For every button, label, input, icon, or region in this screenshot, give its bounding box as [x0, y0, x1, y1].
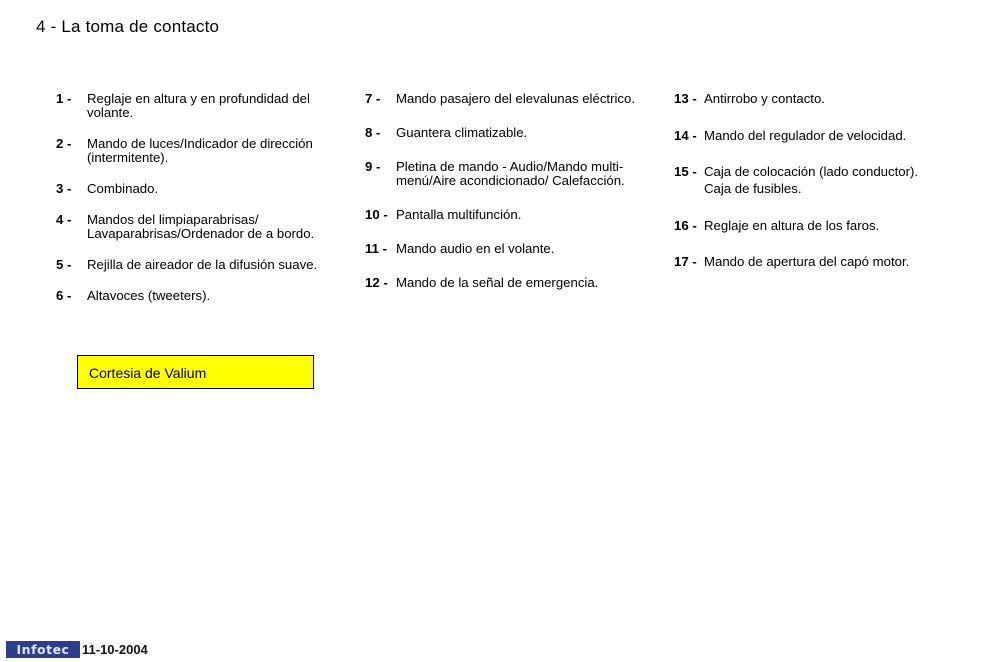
legend-text: Mandos del limpiaparabrisas/ Lavaparabrisas/Ordenador de a bordo.: [87, 212, 315, 241]
legend-item-2: [56, 137, 336, 165]
legend-item-12: [365, 276, 645, 290]
legend-item-15: [674, 165, 964, 196]
legend-number: 16 -: [674, 218, 697, 233]
legend-text: Antirrobo y contacto.: [704, 91, 825, 106]
legend-item-9: [365, 160, 645, 188]
legend-text: Pantalla multifunción.: [396, 207, 522, 222]
legend-item-8: [365, 126, 645, 140]
legend-number: 6 -: [56, 288, 72, 303]
legend-number: 13 -: [674, 91, 697, 106]
legend-text-extra: Caja de fusibles.: [704, 181, 802, 196]
legend-number: 14 -: [674, 128, 697, 143]
legend-item-5: [56, 258, 336, 272]
footer-date: 11-10-2004: [82, 641, 148, 657]
legend-item-3: [56, 182, 336, 196]
legend-number: 11 -: [365, 241, 387, 256]
legend-number: 8 -: [365, 125, 381, 140]
legend-item-6: [56, 289, 336, 303]
legend-item-10: [365, 208, 645, 222]
legend-item-4: [56, 213, 336, 241]
legend-column-3: [674, 92, 964, 269]
legend-item-1: [56, 92, 336, 120]
legend-text-main: Caja de colocación (lado conductor).: [704, 164, 919, 179]
footer: [6, 640, 148, 658]
legend-number: 3 -: [56, 181, 72, 196]
legend-number: 10 -: [365, 207, 388, 222]
legend-number: 7 -: [365, 91, 381, 106]
legend-number: 1 -: [56, 91, 72, 106]
legend-text: Altavoces (tweeters).: [87, 288, 211, 303]
legend-column-1: [56, 92, 336, 303]
legend-number: 2 -: [56, 136, 72, 151]
legend-item-17: [674, 255, 964, 269]
legend-text: Rejilla de aireador de la difusión suave.: [87, 257, 318, 272]
legend-text: Reglaje en altura de los faros.: [704, 218, 880, 233]
legend-item-11: [365, 242, 645, 256]
legend-number: 12 -: [365, 275, 388, 290]
courtesy-text: Cortesia de Valium: [89, 365, 207, 381]
legend-text: Guantera climatizable.: [396, 125, 528, 140]
legend-number: 4 -: [56, 212, 72, 227]
legend-text: Mando audio en el volante.: [396, 241, 555, 256]
page-title: 4 - La toma de contacto: [36, 17, 220, 36]
legend-number: 15 -: [674, 164, 697, 179]
legend-item-13: [674, 92, 964, 106]
infotec-logo: Infotec: [6, 641, 80, 658]
legend-text: Mando pasajero del elevalunas eléctrico.: [396, 91, 635, 106]
legend-number: 17 -: [674, 254, 697, 269]
legend-text: Mando de luces/Indicador de dirección (intermitente).: [87, 136, 313, 165]
legend-text: Combinado.: [87, 181, 159, 196]
legend-text: Mando del regulador de velocidad.: [704, 128, 907, 143]
legend-text: Mando de apertura del capó motor.: [704, 254, 910, 269]
legend-number: 9 -: [365, 159, 381, 174]
legend-item-7: [365, 92, 645, 106]
legend-number: 5 -: [56, 257, 72, 272]
legend-text: [704, 165, 964, 196]
legend-text: Reglaje en altura y en profundidad del volante.: [87, 91, 310, 120]
legend-item-16: [674, 219, 964, 233]
courtesy-box: [77, 355, 314, 389]
legend-column-2: [365, 92, 645, 290]
legend-item-14: [674, 129, 964, 143]
legend-text: Pletina de mando - Audio/Mando multi-menú/Aire acondicionado/ Calefacción.: [396, 159, 625, 188]
legend-text: Mando de la señal de emergencia.: [396, 275, 599, 290]
